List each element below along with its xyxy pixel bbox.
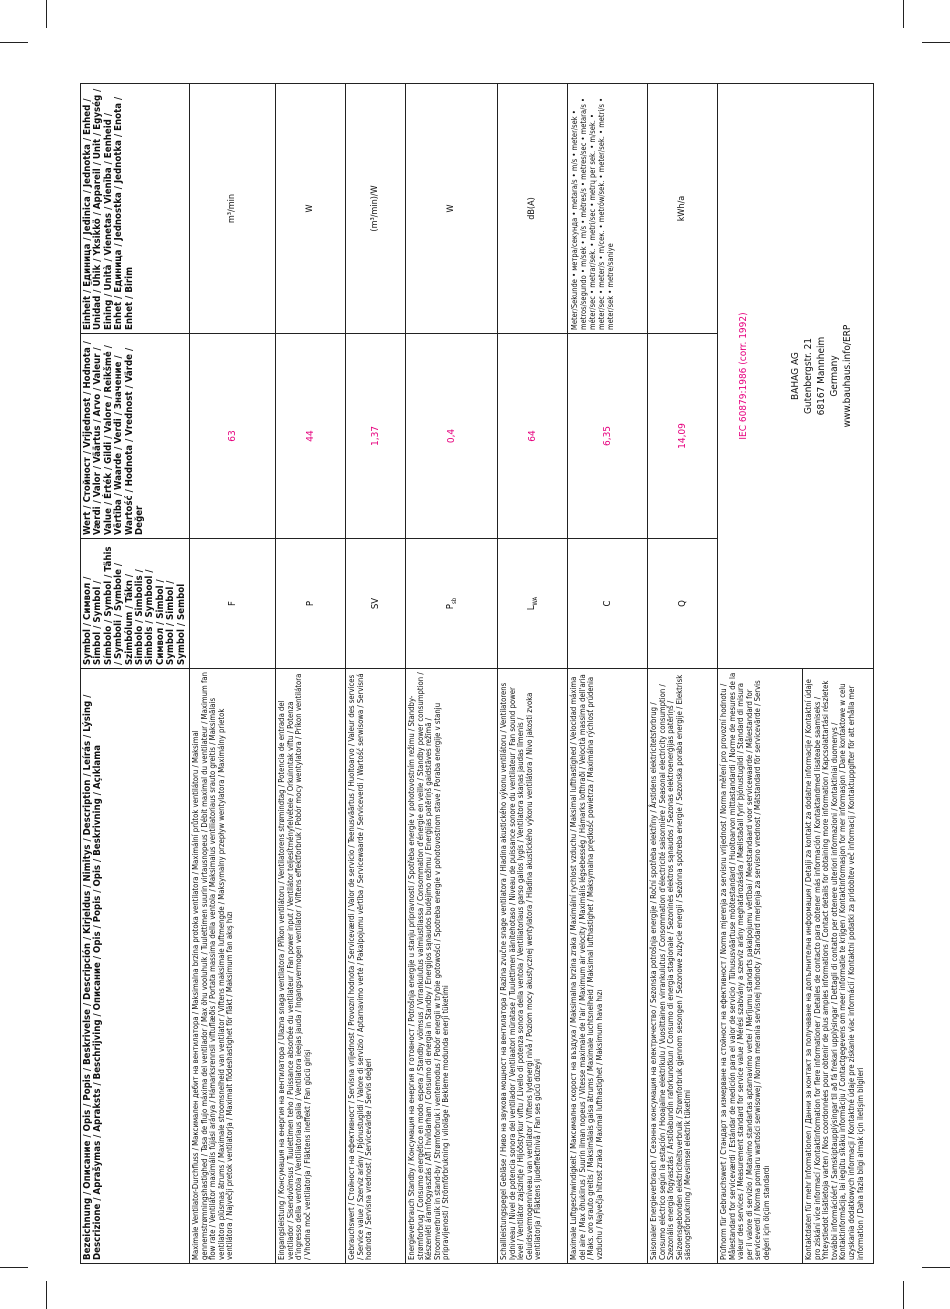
rotated-page	[80, 84, 865, 1264]
row-description: Maximale Luftgeschwindigkeit / Максимална скорост на въздуха / Maksimalna brzina zraka / Maximální rychlost vzduchu / Maksimal lufthastighed / Velocidad máxima del aire / Max õhukiirus / Suurin ilman nopeus / Vitesse maximale de l'air / Maximum air velocity / Maximális légsebesség / Hámarks lofthraði / Velocità massima dell'aria / Maks. oro srauto greitis / Maksimālais gaisa ātrums / Maximale luchtsnelheid / Maksimal lufthastighet / Maksymalna prędkość powietrza / Maximálna rýchlosť prúdenia vzduchu / Največja hitrost zraka / Maximal lufthastighet / Maksimum hava hızı	[568, 669, 648, 1264]
row-description: Eingangsleistung / Консумация на енергия на вентилатора / Ulazna snaga ventilatora / Příkon ventilátoru / Ventilatorens strømindtag / Potencia de entrada del ventilador / Sisendvõimsus / Tuulettimen teho / Puissance absorbée du ventilateur / Fan power input / Ventilátor teljesítményfelvétele / Orkuinntak viftu / Potenza d'ingresso della ventola / Ventiliatoriaus galia / Ventilatora ieejas jauda / Ingangsvermogen ventilator / Viftens effektforbruk / Pobór mocy wentylatora / Príkon ventilátora / Vhodna moč ventilatorja / Fläktens ineffekt / Fan gücü girişi	[276, 669, 346, 1264]
row-unit: m³/min	[190, 84, 276, 334]
row-value: 6,35	[568, 334, 648, 539]
row-description: Gebrauchswert / Стойност на ефективност / Servisna vrijednost / Provozní hodnota / Serviceværdi / Valor de servicio / Teenusväärtus / Huoltoarvo / Valeur des services / Service value / Szerviz arány / Þjónustugildi / Valore di servizio / Aptarnavimo vertė / Pakalpojumu vērtība / Servicewaarde / Serviceverdi / Wartość serwisowa / Servisná hodnota / Servisna vrednost / Servicevärde / Servis değeri	[346, 669, 406, 1264]
row-value: 14,09	[648, 334, 718, 539]
address-street: Gutenbergstr. 21	[802, 337, 814, 415]
row-description: Saisonaler Energieverbrauch / Сезонна консумация на електричество / Sezonska potrošnja energije / Roční spotřeba elektřiny / Årstidens elektricitetsforbrug / Consumo eléctrico según la estación / Hooajaline elektrikulu / Vuosittainen virrankulutus / Consommation d'électricité saisonnière / Seasonal electricity consumption / Szezonális energia fogyasztás / Árstíðabundin raforkunotkun / Consumo di energia stagionale / Sezoninės elektros sąnaudos / Sezonas elektroenerģijas patēriņš / Seizoensgebonden elektriciteitsverbruik / Strømforbruk gjennom sesongen / Sezonowe zużycie energii / Sezónna spotreba energie / Sezonska poraba energije / Elektrisk säsongsförbrukning / Mevsimsel elektrik tüketimi	[648, 669, 718, 1264]
table-row	[648, 84, 718, 1264]
crop-mark	[922, 42, 950, 43]
row-symbol: Q	[648, 539, 718, 669]
measurement-standard: IEC 60879:1986 (corr. 1992)	[737, 312, 749, 440]
address-city: 68167 Mannheim	[815, 336, 827, 416]
table-row	[406, 84, 498, 1264]
crop-mark	[0, 1267, 28, 1268]
address-website: www.bauhaus.info/ERP	[841, 324, 853, 428]
row-unit: (m³/min)/W	[346, 84, 406, 334]
table-row	[568, 84, 648, 1264]
row-description: Prüfnorm für Gebrauchswert / Стандарт за измерване на стойност на ефективност / Norma mjerenja za servisnu vrijednost / Norma měření pro provozní hodnotu / Målestandard for serviceværdi / Estándar de medición para el valor de servicio / Tühususväärtuse mõõtestandard / Huoltoarvon mittastandardi / Norme de mesures de la valeur des services / Measurement standard for service value / Mérési szabvány a szerviz arány meghatározására / Mælistaðall fyrir þjónustugildi / Standard di misura per il valore di servizio / Matavimo standartas aptarnavimo vertei / Mērījumu standarts pakalpojumu vērtībai / Meetstandaard voor servicewaarde / Målestandard for serviceverdi / Norma pomiaru wartości serwisowej / Norma merania servisnej hodnoty / Standard merjenja za servisno vrednost / Mätstandard för servicevärde / Servis değeri için ölçüm standardı	[718, 669, 803, 1264]
crop-mark	[0, 42, 28, 43]
row-unit: dB(A)	[498, 84, 568, 334]
row-unit: W	[406, 84, 498, 334]
row-symbol: P	[276, 539, 346, 669]
table-row	[276, 84, 346, 1264]
row-description: Kontaktdaten für mehr Informationen / Данни за контакт за получаване на допълнителна информация / Detalji za kontakt za dodatne informacije / Kontaktní údaje pro získání více informací / Kontaktinformation for flere informationer / Detalles de contacto para obtener más información / Kontaktandmed lisateabe saamiseks / Yhteystiedot lisätietoja varten / Nos coordonnées pour obtenir de plus amples informations / Contact details for obtaining more information / Kapcsolattartási részletek további információért / Samskiptaupplýsingar til að fá frekari upplýsingar / Dettagli di contatto per ottenere ulteriori informazioni / Kontaktiniai duomenys / Kontaktinformācija, lai iegūtu sīkāku informāciju / Contactgegevens om meer informatie te krijgen / Kontaktinformasjon for mer informasjon / Dane kontaktowe w celu uzyskania dodatkowych informacji / Kontaktné údaje pre získanie viac informácií / Kontaktni podatki za pridobitev več informacij / Kontaktuppgifter för att erhålla mer information / Daha fazla bilgi almak için iletişim bilgileri	[803, 669, 874, 1264]
table-row	[718, 84, 803, 1264]
crop-mark	[903, 1281, 904, 1309]
crop-mark	[922, 1267, 950, 1268]
header-row	[81, 84, 190, 1264]
row-value: 0,4	[406, 334, 498, 539]
row-description: Energieverbrauch Standby / Консумация на енергия в готовност / Potrošnja energije u stanju pripravnosti / Spotřeba energie v pohotovostním režimu / Standby-strømforbrug / Consumo energético en modo espera / Standby võimsus / Virrankulutus valmiustilassa / Consommation d'énergie en veille / Standby power consumption / Készenléti áramfogyasztás / Afl í hvíldarham / Consumo di energia in Standby / Energijos sąnaudos budėjimo režimu / Enerģijas patēriņš gaidstāves režīmā / Stroomverbruik in stand-by / Strømforbruk i ventemodus / Pobór energii w trybie gotowości / Spotreba energie v pohotovostnom stave / Poraba energije v stanju pripravljenosti / Strömförbrukning i viloläge / Bekleme modunda enerji tüketimi	[406, 669, 498, 1264]
row-unit: W	[276, 84, 346, 334]
crop-mark	[46, 1281, 47, 1309]
row-symbol: $P_{sb}$	[406, 539, 498, 669]
header-designation: Bezeichnung / Описание / Opis / Popis / Beskrivelse / Descripción / Kirjeldus / Nimitys / Description / Leírás / Lýsing / Descrizione / Aprašymas / Apraksts / Beschrijving / Описание / Opis / Popis / Opis / Beskrivning / Açıklama	[81, 669, 190, 1264]
crop-mark	[903, 0, 904, 28]
header-unit: Einheit / Единица / Jedinica / Jednotka / Enhed / Unidad / Ühik / Yksikkö / Appareil / Unit / Egység / Eining / Unità / Vienetas / Vienība / Eenheid / Enhet / Единица / Jednostka / Jednotka / Enota / Enhet / Birim	[81, 84, 190, 334]
row-description: Maximale Ventilator-Durchfluss / Максимален дебит на вентилатора / Maksimalna brzina protoka ventilatora / Maximální průtok ventilátoru / Maksimal gennemstrømningshastighed / Tasa de flujo máxima del ventilador / Max õhu vooluhulk / Tuulettimen suurin virtausnopeus / Débit maximal du ventilateur / Maximum fan flow rate / Ventilátor maximális fújási aránya / Hámarksrennsli viftuflæðis / Portata massima della ventola / Maksimalus ventiliatoriaus srauto greitis / Maksimālais ventilatora plūsmas ātrums / Maximale stroomsnelheid van ventilator / Viftens maksimale luftmengde / Maksymalny przepływ wentylatora / Maximálny prietok ventilátora / Največji pretok ventilatorja / Maximalt flödeshastighet för fläkt / Maksimum fan akış hızı	[190, 669, 276, 1264]
table-row	[346, 84, 406, 1264]
address-company: BAHAG AG	[789, 352, 801, 400]
row-symbol: SV	[346, 539, 406, 669]
table-row	[190, 84, 276, 1264]
row-unit: Meter/Sekunde • метра/секунда • metara/s • m/s • meter/sek • metros/segundo • m/sek • m/s • mètres/s • metres/sec • metara/s • méter/sec • metrar/sek. • metri/sec • metrų per sek. • m/sek. • meter/sec • meter/s • m/сек. • metrów/sek. • meter/sek. • metri/s • meter/sek • metre/saniye	[568, 84, 648, 334]
crop-mark	[46, 0, 47, 28]
standard-and-contact-cell	[718, 84, 874, 669]
address-country: Germany	[828, 355, 840, 397]
row-value: 44	[276, 334, 346, 539]
erp-data-table	[80, 83, 874, 1264]
row-value: 64	[498, 334, 568, 539]
row-value: 1,37	[346, 334, 406, 539]
row-unit: kWh/a	[648, 84, 718, 334]
row-symbol: C	[568, 539, 648, 669]
header-symbol: Symbol / Символ / Simbol / Symbol / Símbolo / Symbol / Tähis / Symboli / Symbole / Szimbólum / Tákn / Simbolo / Simbolis / Simbols / Symbool / Символ / Simbol / Symbol / Simbol / Symbol / Sembol	[81, 539, 190, 669]
header-value: Wert / Стойност / Vrijednost / Hodnota / Værdi / Valor / Väärtus / Arvo / Valeur / Value / Érték / Gildi / Valore / Reikšmė / Vērtība / Waarde / Verdi / Значение / Wartość / Hodnota / Vrednost / Värde / Değer	[81, 334, 190, 539]
row-symbol: $L_{WA}$	[498, 539, 568, 669]
row-description: Schallleistungspegel Gebläse / Ниво на звукова мощност на вентилатора / Razina zvučne snage ventilatora / Hladina akustického výkonu ventilátoru / Ventilatorens lydniveau / Nivel de potencia sonora del ventilador / Ventilaatori müratase / Tuulettimen äänitehotaso / Niveau de puissance sonore du ventilateur / Fan sound power level / Ventilátor zajszintje / Hljóðstyrkur viftu / Livello di potenza sonora della ventola / Ventiliatoriaus garso galios lygis / Ventilatora skaņas jaudas līmenis / Geluidsvermogenniveau van ventilator / Viftens lydenergi nivå / Poziom mocy akustycznej wentylatora / Hladina akustického výkonu ventilátora / Nivo jakosti zvoka ventilatorja / Fläktens ljudeffektnivå / Fan ses gücü düzeyi	[498, 669, 568, 1264]
table-row	[498, 84, 568, 1264]
row-value: 63	[190, 334, 276, 539]
row-symbol: F	[190, 539, 276, 669]
